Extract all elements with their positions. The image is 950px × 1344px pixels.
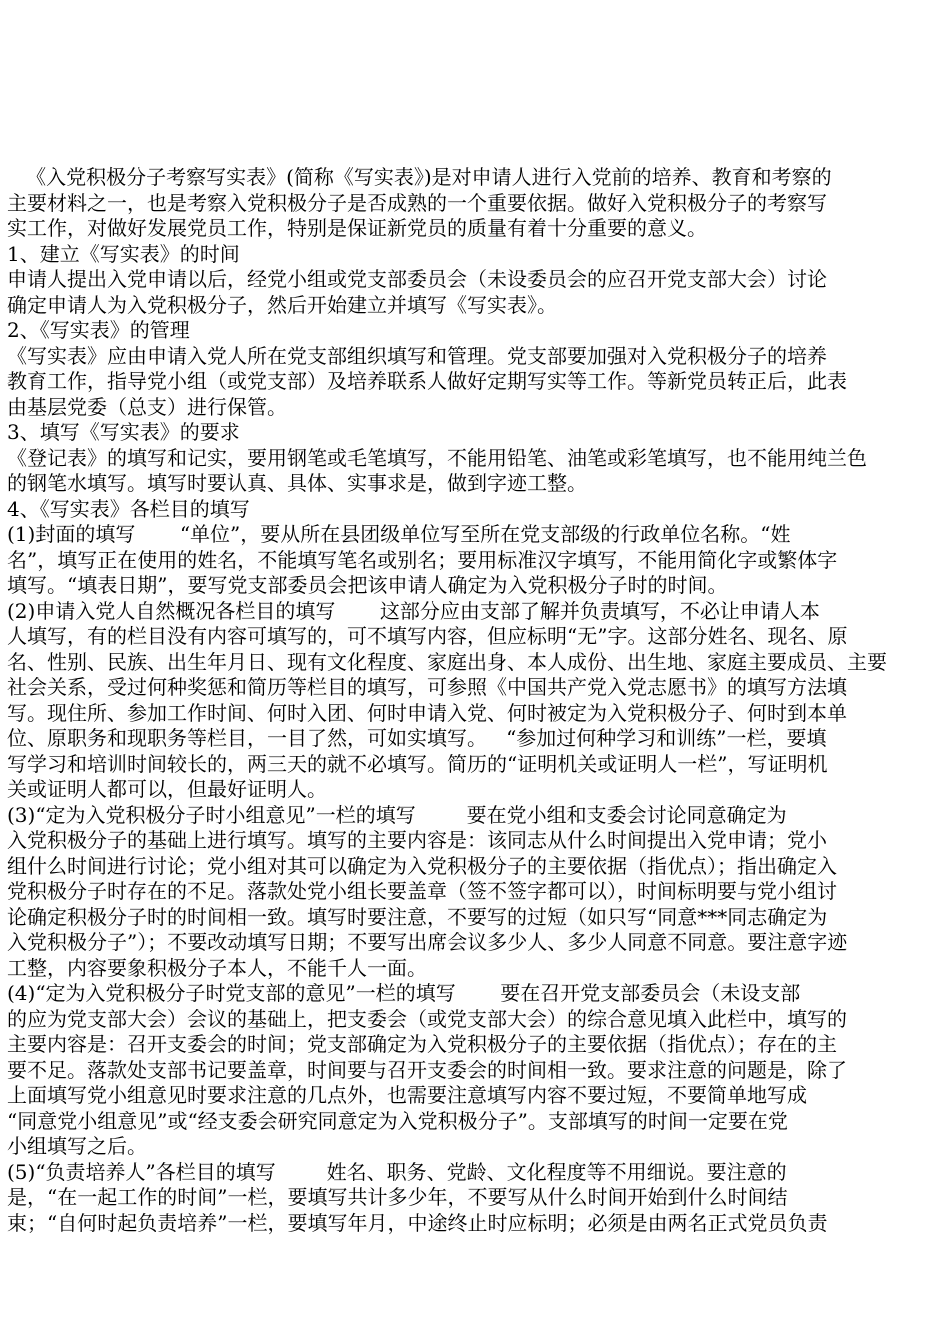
- text-line: 名、性别、民族、出生年月日、现有文化程度、家庭出身、本人成份、出生地、家庭主要成员、主要: [7, 649, 887, 674]
- text-line: 的钢笔水填写。填写时要认真、具体、实事求是，做到字迹工整。: [7, 471, 587, 495]
- text-line: 《入党积极分子考察写实表》(简称《写实表》)是对申请人进行入党前的培养、教育和考察的: [7, 165, 832, 189]
- text-line: (1)封面的填写 “单位”，要从所在县团级单位写至所在党支部级的行政单位名称。“姓: [7, 522, 791, 546]
- text-line: 党积极分子时存在的不足。落款处党小组长要盖章（签不签字都可以），时间标明要与党小组讨: [7, 879, 837, 903]
- text-line: 位、原职务和现职务等栏目，一目了然，可如实填写。 “参加过何种学习和训练”一栏，要填: [7, 726, 827, 750]
- text-line: 写。现住所、参加工作时间、何时入团、何时申请入党、何时被定为入党积极分子、何时到本单: [7, 700, 847, 725]
- text-line: 入党积极分子的基础上进行填写。填写的主要内容是：该同志从什么时间提出入党申请；党小: [7, 828, 827, 852]
- text-line: 确定申请人为入党积极分子，然后开始建立并填写《写实表》。: [7, 292, 557, 317]
- text-line: 《写实表》应由申请入党人所在党支部组织填写和管理。党支部要加强对入党积极分子的培养: [7, 343, 827, 368]
- text-line: 是，“在一起工作的时间”一栏，要填写共计多少年，不要写从什么时间开始到什么时间结: [7, 1185, 788, 1209]
- text-line: 教育工作，指导党小组（或党支部）及培养联系人做好定期写实等工作。等新党员转正后，此表: [7, 369, 847, 393]
- section-heading: 3、填写《写实表》的要求: [7, 420, 240, 444]
- text-line: 由基层党委（总支）进行保管。: [7, 394, 287, 419]
- text-line: (4)“定为入党积极分子时党支部的意见”一栏的填写 要在召开党支部委员会（未设支部: [7, 981, 801, 1005]
- section-heading: 4、《写实表》各栏目的填写: [7, 496, 250, 521]
- text-line: 社会关系，受过何种奖惩和简历等栏目的填写，可参照《中国共产党入党志愿书》的填写方法填: [7, 675, 847, 699]
- text-line: 人填写，有的栏目没有内容可填写的，可不填写内容，但应标明“无”字。这部分姓名、现名、原: [7, 624, 848, 648]
- text-line: (5)“负责培养人”各栏目的填写 姓名、职务、党龄、文化程度等不用细说。要注意的: [7, 1159, 787, 1184]
- text-line: 要不足。落款处支部书记要盖章，时间要与召开支委会的时间相一致。要求注意的问题是，除了: [7, 1057, 847, 1082]
- text-line: 申请人提出入党申请以后，经党小组或党支部委员会（未设委员会的应召开党支部大会）讨论: [7, 267, 827, 291]
- text-line: 《登记表》的填写和记实，要用钢笔或毛笔填写，不能用铅笔、油笔或彩笔填写，也不能用纯兰色: [7, 445, 867, 470]
- text-line: 写学习和培训时间较长的，两三天的就不必填写。简历的“证明机关或证明人一栏”，写证明机: [7, 751, 828, 776]
- text-line: 主要内容是：召开支委会的时间；党支部确定为入党积极分子的主要依据（指优点）；存在的主: [7, 1032, 837, 1056]
- text-line: 工整，内容要象积极分子本人，不能千人一面。: [7, 955, 427, 980]
- document-body: [7, 165, 917, 1236]
- text-line: 束；“自何时起负责培养”一栏，要填写年月，中途终止时应标明；必须是由两名正式党员负责: [7, 1210, 828, 1235]
- text-line: 主要材料之一，也是考察入党积极分子是否成熟的一个重要依据。做好入党积极分子的考察写: [7, 190, 827, 215]
- text-line: “同意党小组意见”或“经支委会研究同意定为入党积极分子”。支部填写的时间一定要在党: [7, 1108, 788, 1133]
- section-heading: 2、《写实表》的管理: [7, 318, 190, 342]
- text-line: 组什么时间进行讨论；党小组对其可以确定为入党积极分子的主要依据（指优点）；指出确定入: [7, 853, 837, 878]
- text-line: (3)“定为入党积极分子时小组意见”一栏的填写 要在党小组和支委会讨论同意确定为: [7, 802, 787, 827]
- text-line: 的应为党支部大会）会议的基础上，把支委会（或党支部大会）的综合意见填入此栏中，填写的: [7, 1006, 847, 1031]
- text-line: 填写。“填表日期”，要写党支部委员会把该申请人确定为入党积极分子时的时间。: [7, 573, 728, 597]
- section-heading: 1、建立《写实表》的时间: [7, 241, 240, 266]
- text-line: 论确定积极分子时的时间相一致。填写时要注意，不要写的过短（如只写“同意***同志确定为: [7, 904, 828, 929]
- text-line: 上面填写党小组意见时要求注意的几点外，也需要注意填写内容不要过短，不要简单地写成: [7, 1083, 807, 1107]
- text-line: 小组填写之后。: [7, 1134, 147, 1158]
- text-line: 名”，填写正在使用的姓名，不能填写笔名或别名；要用标准汉字填写，不能用简化字或繁体字: [7, 547, 838, 572]
- text-line: 实工作，对做好发展党员工作，特别是保证新党员的质量有着十分重要的意义。: [7, 216, 707, 240]
- text-line: (2)申请入党人自然概况各栏目的填写 这部分应由支部了解并负责填写，不必让申请人本: [7, 598, 820, 623]
- text-line: 入党积极分子”）；不要改动填写日期；不要写出席会议多少人、多少人同意不同意。要注意字迹: [7, 930, 848, 954]
- text-line: 关或证明人都可以，但最好证明人。: [7, 777, 327, 801]
